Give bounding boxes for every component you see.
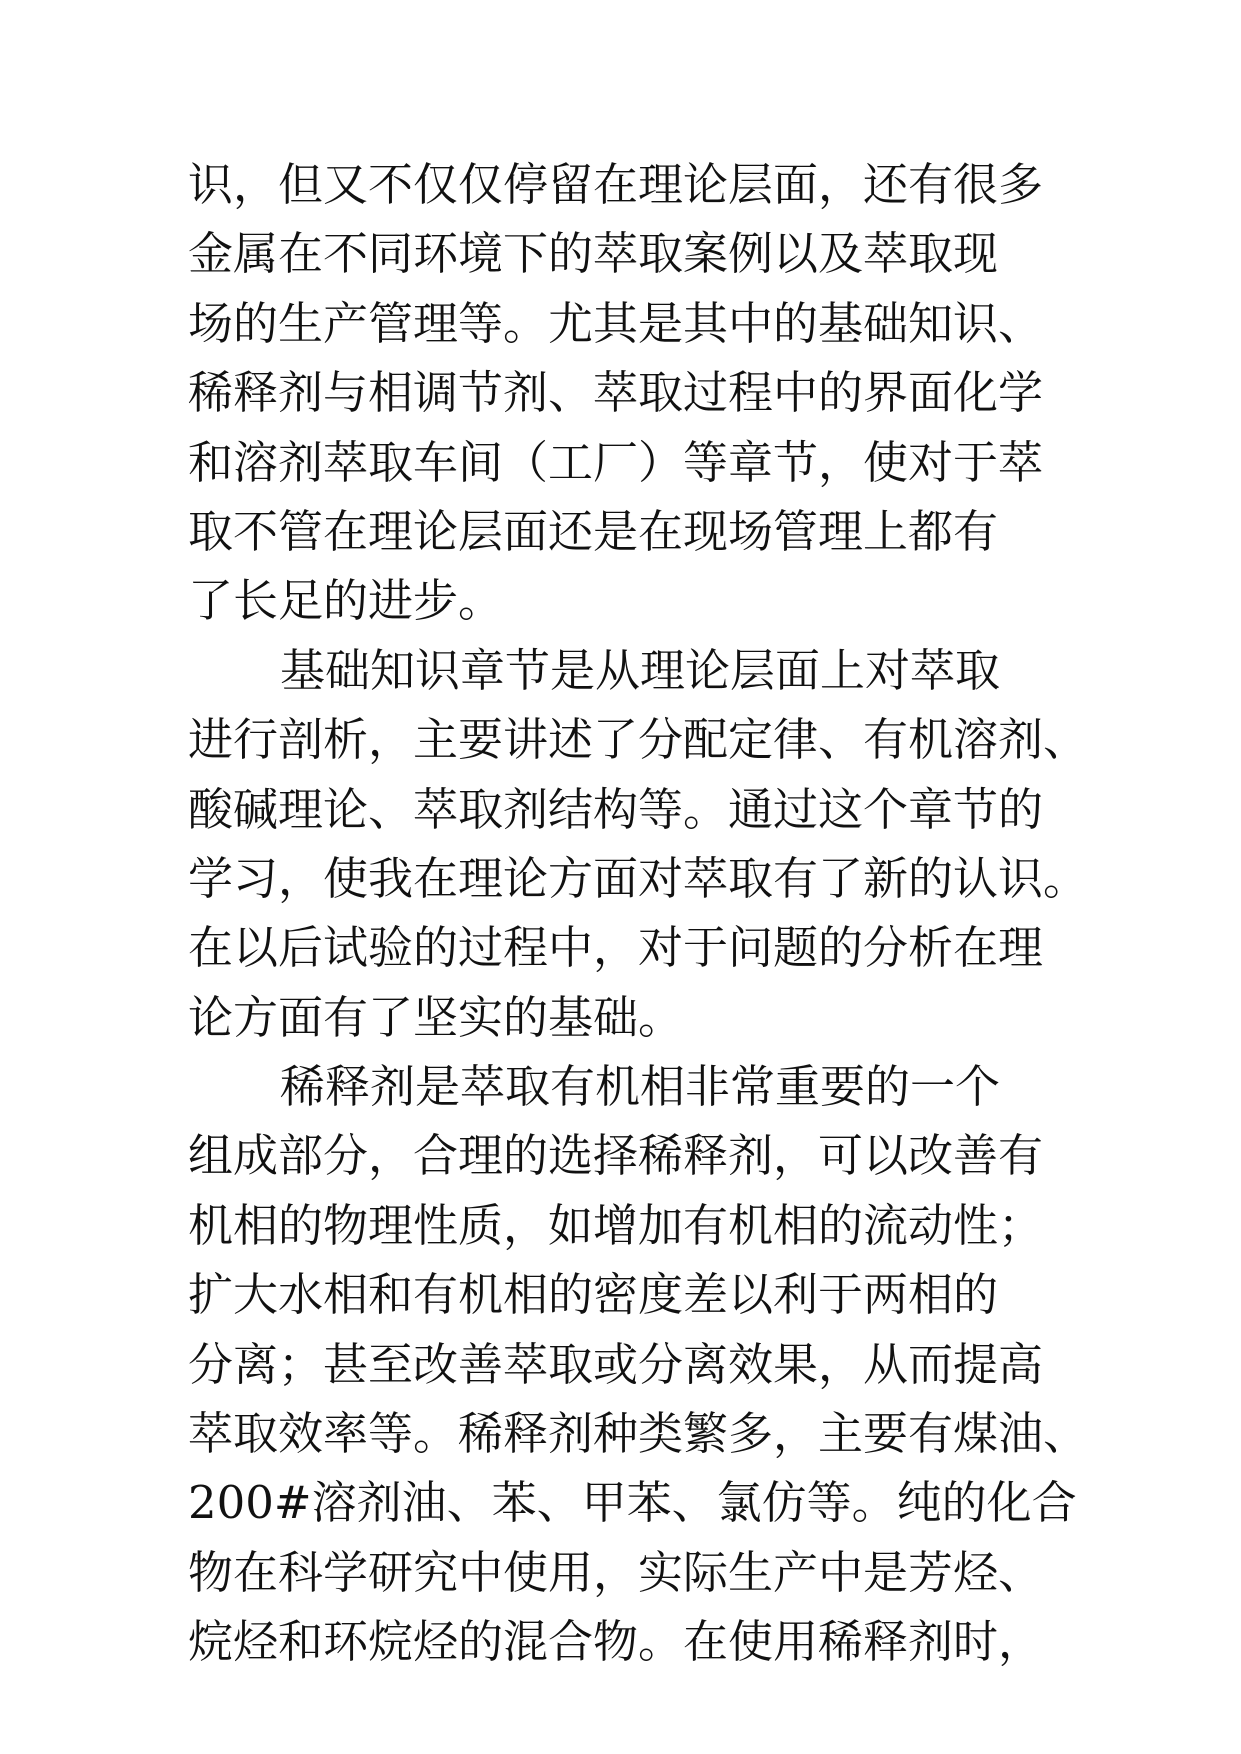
- text-line: 场的生产管理等。尤其是其中的基础知识、: [188, 296, 1044, 350]
- text-line: 物在科学研究中使用，实际生产中是芳烃、: [188, 1545, 1044, 1599]
- text-line: 200#溶剂油、苯、甲苯、氯仿等。纯的化合: [188, 1476, 1077, 1530]
- text-line: 和溶剂萃取车间（工厂）等章节，使对于萃: [188, 435, 1044, 489]
- text-line: 组成部分，合理的选择稀释剂，可以改善有: [188, 1129, 1044, 1183]
- text-line: 稀释剂与相调节剂、萃取过程中的界面化学: [188, 366, 1044, 420]
- text-line: 论方面有了坚实的基础。: [188, 990, 684, 1044]
- text-line: 在以后试验的过程中，对于问题的分析在理: [188, 921, 1044, 975]
- text-line: 萃取效率等。稀释剂种类繁多，主要有煤油、: [188, 1407, 1089, 1461]
- text-line: 金属在不同环境下的萃取案例以及萃取现: [188, 227, 999, 281]
- text-line: 取不管在理论层面还是在现场管理上都有: [188, 504, 999, 558]
- paragraph-first-line: 基础知识章节是从理论层面上对萃取: [280, 643, 1001, 697]
- text-line: 烷烃和环烷烃的混合物。在使用稀释剂时，: [188, 1615, 1044, 1669]
- text-line: 识，但又不仅仅停留在理论层面，还有很多: [188, 158, 1044, 211]
- text-line: 学习，使我在理论方面对萃取有了新的认识。: [188, 851, 1089, 905]
- text-line: 机相的物理性质，如增加有机相的流动性；: [188, 1198, 1044, 1252]
- text-line: 进行剖析，主要讲述了分配定律、有机溶剂、: [188, 713, 1089, 767]
- paragraph-first-line: 稀释剂是萃取有机相非常重要的一个: [280, 1060, 1001, 1114]
- body-text: [188, 150, 1088, 1677]
- text-line: 扩大水相和有机相的密度差以利于两相的: [188, 1268, 999, 1322]
- text-line: 分离；甚至改善萃取或分离效果，从而提高: [188, 1337, 1044, 1391]
- text-line: 酸碱理论、萃取剂结构等。通过这个章节的: [188, 782, 1044, 836]
- text-line: 了长足的进步。: [188, 574, 504, 628]
